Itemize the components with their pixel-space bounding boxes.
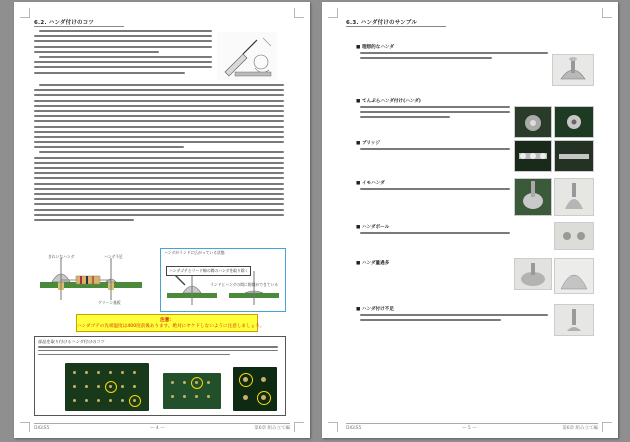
sample-photo-excess-b — [554, 258, 594, 294]
highlight-ring — [239, 373, 253, 387]
callout-green-board: グリーン基板 — [98, 300, 121, 305]
warning-title: 注意： — [160, 318, 174, 323]
callout-gap: ランドとハンダの間に隙間ができている — [210, 282, 279, 287]
crop-mark — [294, 422, 304, 432]
section-rule — [346, 26, 446, 27]
sample-description — [360, 314, 548, 324]
body-paragraph — [34, 84, 284, 224]
page-number: — 4 — — [150, 426, 165, 431]
sample-label-imo: ■ イモハンダ — [356, 181, 385, 186]
footer-left: DIGIS5 — [34, 426, 50, 431]
solder-removal-diagram — [160, 248, 286, 312]
sample-description — [360, 188, 510, 193]
sample-photo-tempura-b — [554, 106, 594, 138]
sample-label-tempura: ■ てんぷらハンダ付け(ハンダ) — [356, 99, 421, 104]
sample-description — [360, 232, 510, 237]
crop-mark — [328, 8, 338, 18]
sample-description — [360, 148, 510, 153]
callout-insufficient-solder: ハンダ不足 — [104, 254, 123, 259]
crop-mark — [20, 422, 30, 432]
sample-photo-tempura-a — [514, 106, 552, 138]
document-page-right — [322, 2, 618, 438]
pcb-photo — [163, 373, 221, 409]
document-page-left — [14, 2, 310, 438]
sample-label-ball: ■ ハンダボール — [356, 225, 390, 230]
crop-mark — [602, 8, 612, 18]
footer-left: DIGIS5 — [346, 426, 362, 431]
section-title: 6.3. ハンダ付けのサンプル — [346, 20, 418, 26]
solder-removal-drawing — [161, 249, 285, 311]
sample-label-excess: ■ ハンダ量過多 — [356, 261, 390, 266]
highlight-ring — [257, 391, 271, 405]
sample-photo-excess-a — [514, 258, 552, 290]
warning-box — [76, 314, 265, 332]
sample-label-insufficient: ■ ハンダ付け不足 — [356, 307, 394, 312]
callout-good-solder: きれいなハンダ — [48, 254, 75, 259]
footer-rule — [346, 423, 598, 424]
crop-mark — [602, 422, 612, 432]
solder-cross-section-drawing — [36, 252, 146, 308]
footer-rule — [34, 423, 290, 424]
sample-photo-bridge-b — [554, 140, 594, 172]
sample-label-bridge: ■ ブリッジ — [356, 141, 380, 146]
speech-bubble: ハンダゴテとリード線の間のハンダを取り除く — [166, 266, 251, 276]
pcb-photo — [233, 367, 277, 411]
pcb-photo — [65, 363, 149, 411]
sample-label-ideal: ■ 理想的なハンダ — [356, 45, 394, 50]
solder-shape-diagram — [36, 252, 146, 308]
tip-paragraph — [38, 346, 278, 358]
crop-mark — [20, 8, 30, 18]
sample-photo-imo-a — [514, 178, 552, 216]
sample-photo-ball — [554, 222, 594, 250]
body-paragraph — [34, 30, 212, 77]
highlight-ring — [129, 395, 141, 407]
warning-text: ハンダゴテの先端温度は400度前後あります。絶対にヤケドしないように注意しましょう。 — [77, 324, 265, 329]
sample-photo-imo-b — [554, 178, 594, 216]
page-number: — 5 — — [462, 426, 477, 431]
sample-photo-bridge-a — [514, 140, 552, 172]
tip-box — [34, 336, 286, 416]
section-rule — [34, 26, 124, 27]
section-title: 6.2. ハンダ付けのコツ — [34, 20, 95, 26]
soldering-sketch-image — [217, 32, 277, 80]
tip-title: 部品を取り付けるハンダ付けのコツ — [38, 339, 105, 344]
crop-mark — [328, 422, 338, 432]
sample-photo-ideal — [552, 54, 594, 86]
sample-description — [360, 52, 548, 62]
crop-mark — [294, 8, 304, 18]
footer-right: 第6章 組み立て編 — [562, 426, 598, 431]
sample-description — [360, 106, 510, 122]
highlight-ring — [105, 381, 117, 393]
sample-photo-insufficient — [554, 304, 594, 336]
callout-solder-spread: ハンダがランドに広がっている状態 — [164, 250, 225, 255]
highlight-ring — [191, 377, 203, 389]
footer-right: 第6章 組み立て編 — [254, 426, 290, 431]
